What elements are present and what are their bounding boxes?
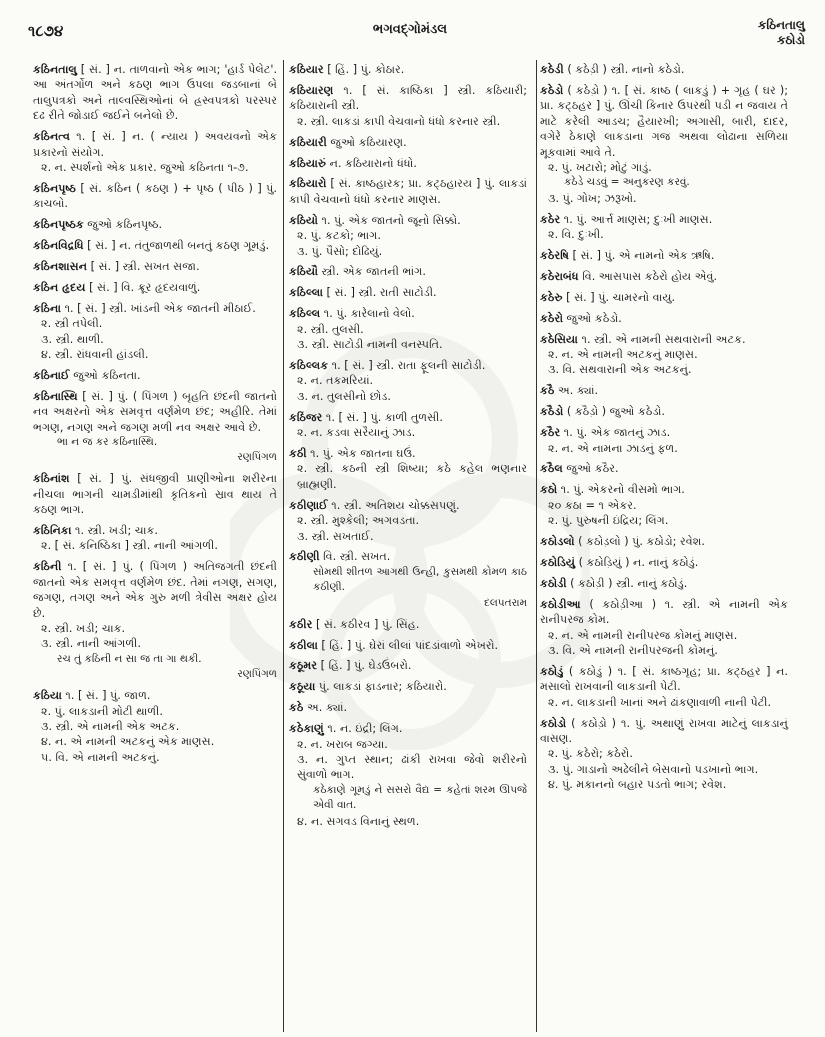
entry-main-line xyxy=(289,176,527,207)
dictionary-entry xyxy=(540,404,788,419)
sub-sense: ૩. વિ. સથવારાની એક અટકનું. xyxy=(548,363,692,377)
dictionary-entry xyxy=(540,290,788,305)
column-2 xyxy=(289,62,527,834)
dictionary-entry xyxy=(540,248,788,263)
sub-sense: ૨. ન. કડવા સરૈયાનું ઝાડ. xyxy=(297,426,416,440)
definition: ૧. સ્ત્રી. ખડી; ચાક. xyxy=(71,524,158,538)
entry-main-line xyxy=(540,290,788,305)
headword: કઠેરુ xyxy=(540,290,563,304)
headword: કઠિયારી xyxy=(289,135,327,149)
entry-main-line xyxy=(540,332,788,347)
sub-sense: ૨. વિ. દુઃખી. xyxy=(548,228,604,242)
definition: ૧. [ સં. ] પું. જાળ. xyxy=(61,689,151,703)
entry-main-line xyxy=(540,482,788,497)
entry-main-line xyxy=(289,285,527,300)
entry-main-line xyxy=(540,461,788,476)
dictionary-entry xyxy=(540,555,788,570)
dictionary-entry xyxy=(289,264,527,279)
definition: ૧. ન. ઇંદ્રી; લિંગ. xyxy=(323,722,403,736)
entry-main-line xyxy=(289,549,527,564)
sub-sense: ૨. ન. એ નામની અટકનું માણસ. xyxy=(548,348,698,361)
entry-main-line xyxy=(540,664,788,695)
dictionary-entry xyxy=(289,176,527,207)
guide-word-first: કઠિનતાલુ xyxy=(757,18,805,32)
definition: ( કઠોડ઼ું ) ૧. [ સં. કાષ્ઠગૃહ; પ્રા. કટ્ઠહર ] ન. મસાલો રાખવાની લાકડાની પેટી. xyxy=(540,664,788,694)
sub-sense: ૩. પું. પૈસો; દોઢિયું. xyxy=(297,244,383,258)
dictionary-entry xyxy=(289,213,527,259)
entry-main-line xyxy=(540,597,788,628)
entry-main-line xyxy=(33,471,277,517)
dictionary-entry xyxy=(289,658,527,673)
dictionary-entry xyxy=(33,389,277,466)
entry-main-line xyxy=(289,679,527,694)
guide-word-last: કઠોડો xyxy=(776,33,805,47)
entry-main-line xyxy=(540,248,788,263)
usage-quote: રચ તું કઠિની ન સા જ તા ગા થકી. xyxy=(57,652,202,665)
headword: કઠિનપૃષ્ઠક xyxy=(33,218,84,232)
headword: કઠિનત્વ xyxy=(33,130,70,144)
sub-sense: ૨. સ્ત્રી. લાકડાં કાપી વેચવાનો ધંધો કરનાર સ્ત્રી. xyxy=(297,114,501,128)
definition: ( કઠેડ઼ી ) સ્ત્રી. નાનો કઠેડો. xyxy=(563,63,685,76)
entry-main-line xyxy=(33,523,277,538)
headword: કઠોડલો xyxy=(540,535,575,549)
dictionary-entry xyxy=(540,461,788,476)
dictionary-entry xyxy=(33,62,277,124)
entry-main-line xyxy=(289,498,527,513)
entry-main-line xyxy=(289,62,527,77)
definition: ૧. પું. એકરનો વીસમો ભાગ. xyxy=(557,483,685,497)
dictionary-entry xyxy=(289,83,527,129)
usage-quote: કઠેડે ચડવું = અનુકરણ કરવું. xyxy=(564,176,690,189)
entry-main-line xyxy=(289,410,527,425)
sub-sense: ૩. પું. ગોખ; ઝરૂખો. xyxy=(548,191,637,205)
sub-sense: ૩. ન. ગુપ્ત સ્થાન; ઢાંકી રાખવા જેવો શરીરનો સુંવાળો ભાગ. xyxy=(297,752,527,782)
entry-main-line xyxy=(540,311,788,326)
entry-main-line xyxy=(540,404,788,419)
sub-sense: ૨. સ્ત્રી. કઠની સ્ત્રી શિષ્યા; કઠે કહેલ ભણનાર બ્રાહ્મણી. xyxy=(297,462,527,491)
entry-main-line xyxy=(540,269,788,284)
dictionary-entry xyxy=(289,306,527,352)
definition: ૧. [ સં. ] પું. ( પિંગળ ) અતિજગતી છંદની જાતનો એક સમવૃત્ત વર્ણમેળ છંદ. તેમાં નગણ, સગણ, જગણ, તગણ અને એક ગુરુ મળી ત્રેવીસ અક્ષર હોય છે. xyxy=(33,560,277,620)
entry-main-line xyxy=(289,658,527,673)
entry-main-line xyxy=(33,181,277,212)
sub-sense: ૪. પું. મકાનનો બહાર પડતો ભાગ; રવેશ. xyxy=(548,778,727,792)
sub-sense: ૩. સ્ત્રી. થાળી. xyxy=(41,332,104,346)
dictionary-entry xyxy=(33,688,277,765)
definition: વિ. સ્ત્રી. સખત. xyxy=(319,550,391,564)
entry-main-line xyxy=(33,280,277,295)
definition: [ સં. ] પું. એ નામનો એક ઋષિ. xyxy=(568,248,715,262)
definition: અ. ક્યાં. xyxy=(303,701,348,715)
definition: જુઓ કઠિનતા. xyxy=(69,368,141,382)
headword: કઠિનવિદ્રધિ xyxy=(33,239,84,253)
entry-main-line xyxy=(540,212,788,227)
headword: કઠિનતાલુ xyxy=(33,63,77,76)
definition: [ હિં. ] પું. ઘેડઉંબરો. xyxy=(317,659,412,673)
definition: ૧. પું. એક જાતનું ઝાડ. xyxy=(560,426,671,440)
dictionary-entry xyxy=(33,259,277,274)
definition: [ સં. કાષ્ઠહારક; પ્રા. કટ્ઠહારય ] પું. લાકડાં કાપી વેચવાનો ધંધો કરનાર માણસ. xyxy=(289,177,527,206)
definition: ૧. પું. કારેલાનો વેલો. xyxy=(320,307,415,321)
headword: કઠેસિયા xyxy=(540,332,578,346)
headword: કઠિયા xyxy=(33,689,62,703)
headword: કઠિંજર xyxy=(289,410,323,424)
sub-sense: ૪. ન. એ નામની અટકનું એક માણસ. xyxy=(41,735,215,749)
sub-sense: ૨. ન. લાકડાની ખાનાં અને ઢાંકણાવાળી નાની પેટી. xyxy=(548,695,772,709)
dictionary-entry xyxy=(33,301,277,363)
entry-main-line xyxy=(540,534,788,549)
entry-main-line xyxy=(33,129,277,160)
dictionary-entry xyxy=(289,721,527,829)
entry-main-line xyxy=(289,617,527,632)
definition: ૧. [ સં. ] ન. ( ન્યાય ) અવયવનો એક પ્રકારનો સંયોગ. xyxy=(33,130,277,159)
dictionary-entry xyxy=(540,716,788,793)
definition: [ સં. ] સ્ત્રી. રાતી સાટોડી. xyxy=(322,286,437,300)
headword: કઠીણાઈ xyxy=(289,498,328,512)
dictionary-entry xyxy=(540,425,788,456)
entry-main-line xyxy=(289,358,527,373)
headword: કઠૂમર xyxy=(289,659,318,673)
sub-sense: ૨૦ કઠા = ૧ એકર. xyxy=(548,498,637,512)
entry-main-line xyxy=(33,259,277,274)
definition: [ હિં. ] પું. કોઠાર. xyxy=(323,63,405,76)
entry-main-line xyxy=(289,638,527,653)
entry-main-line xyxy=(33,389,277,435)
definition: [ સં. ] સ્ત્રી. સખત સજા. xyxy=(87,259,200,273)
dictionary-entry xyxy=(540,576,788,591)
entry-main-line xyxy=(33,688,277,703)
definition: [ સં. ] પું. સંધજીવી પ્રાણીઓના શરીરના નીચલા ભાગની ચામડીમાંથી કૃતિકનો સ્રાવ થાય તે કઠણ ભાગ. xyxy=(33,472,277,517)
headword: કઠિયારણ xyxy=(289,83,334,97)
sub-sense: ૩. સ્ત્રી. સખતાઈ. xyxy=(297,529,374,543)
definition: અ. ક્યાં. xyxy=(554,384,599,398)
dictionary-entry xyxy=(289,62,527,77)
dictionary-entry xyxy=(540,482,788,528)
dictionary-entry xyxy=(540,83,788,206)
dictionary-entry xyxy=(289,135,527,150)
headword: કઠોડી xyxy=(540,576,567,590)
headword: કઠિનપૃષ્ઠ xyxy=(33,181,76,195)
sub-sense: ૨. સ્ત્રી તપેલી. xyxy=(41,317,103,331)
definition: ૧. [ સં. ] સ્ત્રી. રાતા ફૂલની સાટોડી. xyxy=(328,359,486,372)
headword: કઠિનશાસન xyxy=(33,259,88,273)
definition: ૧. સ્ત્રી. એ નામની સથવારાની અટક. xyxy=(577,332,746,346)
definition: ૧. પું. એક જાતના ઘઉં. xyxy=(306,447,416,461)
dictionary-entry xyxy=(33,559,277,682)
headword: કઠિનિકા xyxy=(33,524,72,538)
entry-main-line xyxy=(540,83,788,160)
dictionary-entry xyxy=(33,280,277,295)
usage-quote: સોમથી શીતળ આગથી ઉન્હી, કુસમથી કોમળ કાઠ કઠીણી. xyxy=(313,565,527,594)
sub-sense: ૨. સ્ત્રી. તુલસી. xyxy=(297,322,364,336)
headword: કઠો xyxy=(540,483,558,497)
sub-sense: ૨. ન. સ્પર્શનો એક પ્રકાર. જુઓ કઠિનતા ૧-૭. xyxy=(41,160,249,174)
headword: કઠિનાંશ xyxy=(33,472,70,486)
headword: કઠેડી xyxy=(540,63,564,76)
dictionary-entry xyxy=(33,181,277,212)
headword: કઠિયાર xyxy=(289,63,324,76)
dictionary-entry xyxy=(289,358,527,404)
definition: ( કઠોડ઼ો ) ૧. પું. અથાણું રાખવા માટેનું લાકડાનું વાસણ. xyxy=(540,716,788,746)
definition: [ સં. ] પું. ( પિંગળ ) બૃહતિ છંદની જાતનો નવ અક્ષરનો એક સમવૃત્ત વર્ણમેળ છંદ; અહીરિ. તેમાં ભગણ, નગણ અને જગણ મળી નવ અક્ષર આવે છે. xyxy=(33,389,277,434)
entry-main-line xyxy=(33,368,277,383)
sub-sense: ૩. સ્ત્રી. સાટોડી નામની વનસ્પતિ. xyxy=(297,338,443,352)
entry-main-line xyxy=(289,446,527,461)
entry-main-line xyxy=(289,213,527,228)
definition: જુઓ કઠેડો. xyxy=(563,311,622,325)
dictionary-entry xyxy=(289,285,527,300)
headword: કઠિયો xyxy=(289,213,318,227)
headword: કઠેડો xyxy=(540,83,564,97)
sub-sense: ૨. પું. કઠેરો; કઠેરો. xyxy=(548,747,633,761)
definition: ન. કઠિયારાનો ધંધો. xyxy=(326,156,417,170)
sub-sense: ૨. પું. લાકડાની મોટી થાળી. xyxy=(41,704,163,718)
dictionary-entry xyxy=(289,410,527,441)
headword: કઠેરષિ xyxy=(540,248,569,262)
definition: ( કઠૈડ઼ો ) જુઓ કઠેડો. xyxy=(563,405,665,419)
dictionary-entry xyxy=(540,62,788,77)
entry-main-line xyxy=(289,700,527,715)
headword: કઠિલ્લા xyxy=(289,286,323,300)
headword: કઠૈડો xyxy=(540,405,564,419)
headword: કઠિયારો xyxy=(289,177,327,191)
column-3 xyxy=(540,62,788,798)
definition: જુઓ કઠિનપૃષ્ઠ. xyxy=(83,218,163,232)
headword: કઠીલા xyxy=(289,638,318,652)
headword: કઠોડો xyxy=(540,716,567,730)
dictionary-entry xyxy=(289,700,527,715)
quote-attribution: રણપિંગળ xyxy=(237,451,277,464)
definition: ૧. [ સં. ] સ્ત્રી. ખાંડની એક જાતની મીઠાઈ. xyxy=(61,301,256,315)
entry-main-line xyxy=(540,555,788,570)
definition: [ સં. ] વિ. ક્રૂર હૃદયવાળું. xyxy=(85,280,201,294)
dictionary-entry xyxy=(33,523,277,554)
dictionary-entry xyxy=(540,534,788,549)
dictionary-entry xyxy=(33,217,277,232)
headword: કઠે xyxy=(289,701,304,715)
entry-main-line xyxy=(289,83,527,114)
definition: સ્ત્રી. એક જાતની ભાંગ. xyxy=(317,265,426,279)
headword: કઠેર xyxy=(540,212,561,226)
entry-main-line xyxy=(289,156,527,171)
definition: વિ. આસપાસ કઠેરો હોય એવું. xyxy=(578,269,718,283)
entry-main-line xyxy=(33,62,277,124)
sub-sense: ૨. [ સં. કનિષ્ઠિકા ] સ્ત્રી. નાની આંગળી. xyxy=(41,539,218,553)
definition: [ સં. કઠિન ( કઠણ ) + પૃષ્ઠ ( પીઠ ) ] પું. કાચબો. xyxy=(33,181,277,211)
sub-sense: ૩. સ્ત્રી. નાની આંગળી. xyxy=(41,637,141,651)
headword: કઠિયૌ xyxy=(289,265,318,279)
entry-main-line xyxy=(540,62,788,77)
dictionary-entry xyxy=(540,212,788,243)
sub-sense: ૩. સ્ત્રી. એ નામની એક અટક. xyxy=(41,719,180,733)
headword: કઠીણી xyxy=(289,550,320,564)
sub-sense: ૨. ન. ખરાબ જગ્યા. xyxy=(297,737,388,751)
sub-sense: ૨. ન. એ નામના ઝાડનું ફળ. xyxy=(548,441,678,455)
sub-sense: ૨. પું. કટકો; ભાગ. xyxy=(297,229,381,243)
definition: જુઓ કઠૈર. xyxy=(562,462,619,476)
headword: કઠૈર xyxy=(540,426,561,440)
dictionary-entry xyxy=(289,638,527,653)
sub-sense: ૨. સ્ત્રી. મુશ્કેલી; અગવડતા. xyxy=(297,514,420,528)
headword: કઠિનાસ્થિ xyxy=(33,389,78,403)
headword: કઠીર xyxy=(289,617,313,631)
definition: [ સં. કઠીરવ ] પું. સિંહ. xyxy=(312,617,420,631)
definition: [ સં. ] ન. તાળવાનો એક ભાગ; 'હાર્ડ પેલેટ'. આ અંતર્ગોળ અને કઠણ ભાગ ઉપલા જડબાનાં બે તાલુપત્રકો અને તાલ્વસ્થિઓનાં બે હ્રસ્વપત્રકો પરસ્પર દઢ રીતે જોડાઈ જઈને બનેલો છે. xyxy=(33,63,277,123)
quote-attribution: દલપતરામ xyxy=(484,596,527,609)
headword: કઠિના xyxy=(33,301,62,315)
page-number: ૧૮૭૪ xyxy=(28,22,64,40)
headword: કઠોડીઆ xyxy=(540,597,581,611)
sub-sense: ૨. પું. ખટારો; મોટું ગાડું. xyxy=(548,160,652,174)
quote-attribution: રણપિંગળ xyxy=(237,668,277,681)
headword: કઠિલ્લક xyxy=(289,359,329,372)
entry-main-line xyxy=(33,238,277,253)
headword: કઠેકાણું xyxy=(289,722,324,736)
sub-sense: ૩. ન. તુલસીનો છોડ. xyxy=(297,389,391,403)
definition: ૧. પું. આર્ત્ત માણસ; દુઃખી માણસ. xyxy=(560,212,713,226)
definition: [ હિં. ] પું. ઘેરાં લીલાં પાંદડાંવાળો એખરો. xyxy=(317,638,499,652)
guide-words xyxy=(758,18,805,48)
definition: [ સં. ] ન. તંતુજાળથી બનતું કઠણ ગૂમડું. xyxy=(83,239,270,253)
headword: કઠોડું xyxy=(540,664,564,678)
dictionary-entry xyxy=(33,368,277,383)
entry-main-line xyxy=(33,301,277,316)
sub-sense: ૨. પું. પુરુષની ઇંદ્રિય; લિંગ. xyxy=(548,514,669,528)
headword: કઠોડિયું xyxy=(540,555,576,569)
entry-main-line xyxy=(33,217,277,232)
definition: ( કઠોડ઼લો ) પું. કઠોડો; રવેશ. xyxy=(574,535,705,549)
running-title: ભગવદ્ગોમંડલ xyxy=(372,22,448,37)
headword: કઠિનાઈ xyxy=(33,368,70,382)
headword: કઠેરાબંધ xyxy=(540,269,579,283)
entry-main-line xyxy=(540,383,788,398)
headword: કઠિલ્લ xyxy=(289,307,321,321)
usage-quote: કઠેકાણે ગૂમડું ને સસરો વૈદ્ય = કહેતાં શરમ ઊપજે એવી વાત. xyxy=(313,783,527,812)
entry-main-line xyxy=(289,306,527,321)
dictionary-entry xyxy=(289,617,527,632)
dictionary-entry xyxy=(33,129,277,175)
page-header xyxy=(0,0,825,60)
definition: [ સં. ] પું. ચામરનો વાયુ. xyxy=(562,290,676,304)
sub-sense: ૫. વિ. એ નામની અટકનું. xyxy=(41,750,160,764)
definition: ૧. સ્ત્રી. અતિશય ચોક્કસપણું. xyxy=(327,498,460,512)
definition: જુઓ કઠિયારણ. xyxy=(326,135,407,149)
entry-main-line xyxy=(540,576,788,591)
headword: કઠિની xyxy=(33,560,62,574)
definition: ( કઠેડ઼ો ) ૧. [ સં. કાષ્ઠ ( લાકડું ) + ગૃહ ( ઘર ); પ્રા. કટ્ઠહર ] પું. ઊંચી કિનાર ઉપરથી પડી ન જવાય તે માટે કરેલી આડચ; હૈયારખી; અગાસી, બારી, દાદર, વગેરે ઠેકાણે લાકડાના ગજ અથવા લોઢાના સળિયા મૂકવામાં આવે તે. xyxy=(540,83,788,159)
definition: ૧. [ સં. ] પું. કાળી તુળસી. xyxy=(322,410,443,424)
dictionary-entry xyxy=(540,383,788,398)
dictionary-entry xyxy=(540,332,788,378)
entry-main-line xyxy=(540,425,788,440)
entry-main-line xyxy=(33,559,277,621)
headword: કઠેરો xyxy=(540,311,563,325)
sub-sense: ૩. વિ. એ નામની રાનીપરજની કોમનું. xyxy=(548,644,718,657)
sub-sense: ૨. ન. તકમરિયાં. xyxy=(297,374,374,388)
entry-main-line xyxy=(540,716,788,747)
dictionary-entry xyxy=(289,498,527,544)
dictionary-entry xyxy=(289,156,527,171)
headword: કઠૈલ xyxy=(540,462,563,476)
headword: કઠૈ xyxy=(540,384,555,398)
entry-main-line xyxy=(289,135,527,150)
usage-quote: ભા ન જ કર કઠિનાસ્થિ. xyxy=(57,436,158,449)
definition: ( કઠોડ઼ી ) સ્ત્રી. નાનું કઠોડું. xyxy=(566,576,688,590)
sub-sense: ૨. સ્ત્રી. ખડી; ચાક. xyxy=(41,622,126,635)
dictionary-entry xyxy=(33,471,277,517)
definition: ૧. પું. એક જાતનો જૂનો સિક્કો. xyxy=(317,213,461,227)
definition: ( કઠોડ઼ીઆ ) ૧. સ્ત્રી. એ નામની એક રાનીપરજ કોમ. xyxy=(540,597,788,627)
dictionary-columns xyxy=(0,62,825,1032)
definition: ( કઠોડ઼િયું ) ન. નાનું કઠોડું. xyxy=(575,555,699,569)
definition: ૧. [ સં. કાષ્ઠિકા ] સ્ત્રી. કઠિયારી; કઠિયારાની સ્ત્રી. xyxy=(289,83,527,113)
sub-sense: ૪. સ્ત્રી. રાંધવાની હાંડલી. xyxy=(41,348,149,361)
dictionary-entry xyxy=(540,269,788,284)
sub-sense: ૨. ન. એ નામની રાનીપરજ કોમનું માણસ. xyxy=(548,628,738,642)
dictionary-entry xyxy=(540,311,788,326)
sub-sense: ૩. પું. ગાડાનો અઢેલીને બેસવાનો પડખાનો ભાગ. xyxy=(548,762,759,776)
entry-main-line xyxy=(289,264,527,279)
headword: કઠિન હૃદય xyxy=(33,280,86,294)
headword: કઠિયારું xyxy=(289,156,327,170)
dictionary-entry xyxy=(33,238,277,253)
dictionary-entry xyxy=(540,664,788,710)
definition: પું. લાકડાં ફાડનાર; કઠિયારો. xyxy=(315,680,447,694)
headword: કઠી xyxy=(289,447,307,461)
column-1 xyxy=(33,62,277,771)
dictionary-entry xyxy=(540,597,788,659)
dictionary-entry xyxy=(289,446,527,492)
dictionary-entry xyxy=(289,549,527,611)
sub-sense: ૪. ન. સગવડ વિનાનું સ્થળ. xyxy=(297,814,420,828)
entry-main-line xyxy=(289,721,527,736)
dictionary-entry xyxy=(289,679,527,694)
headword: કઠૂયા xyxy=(289,680,316,694)
